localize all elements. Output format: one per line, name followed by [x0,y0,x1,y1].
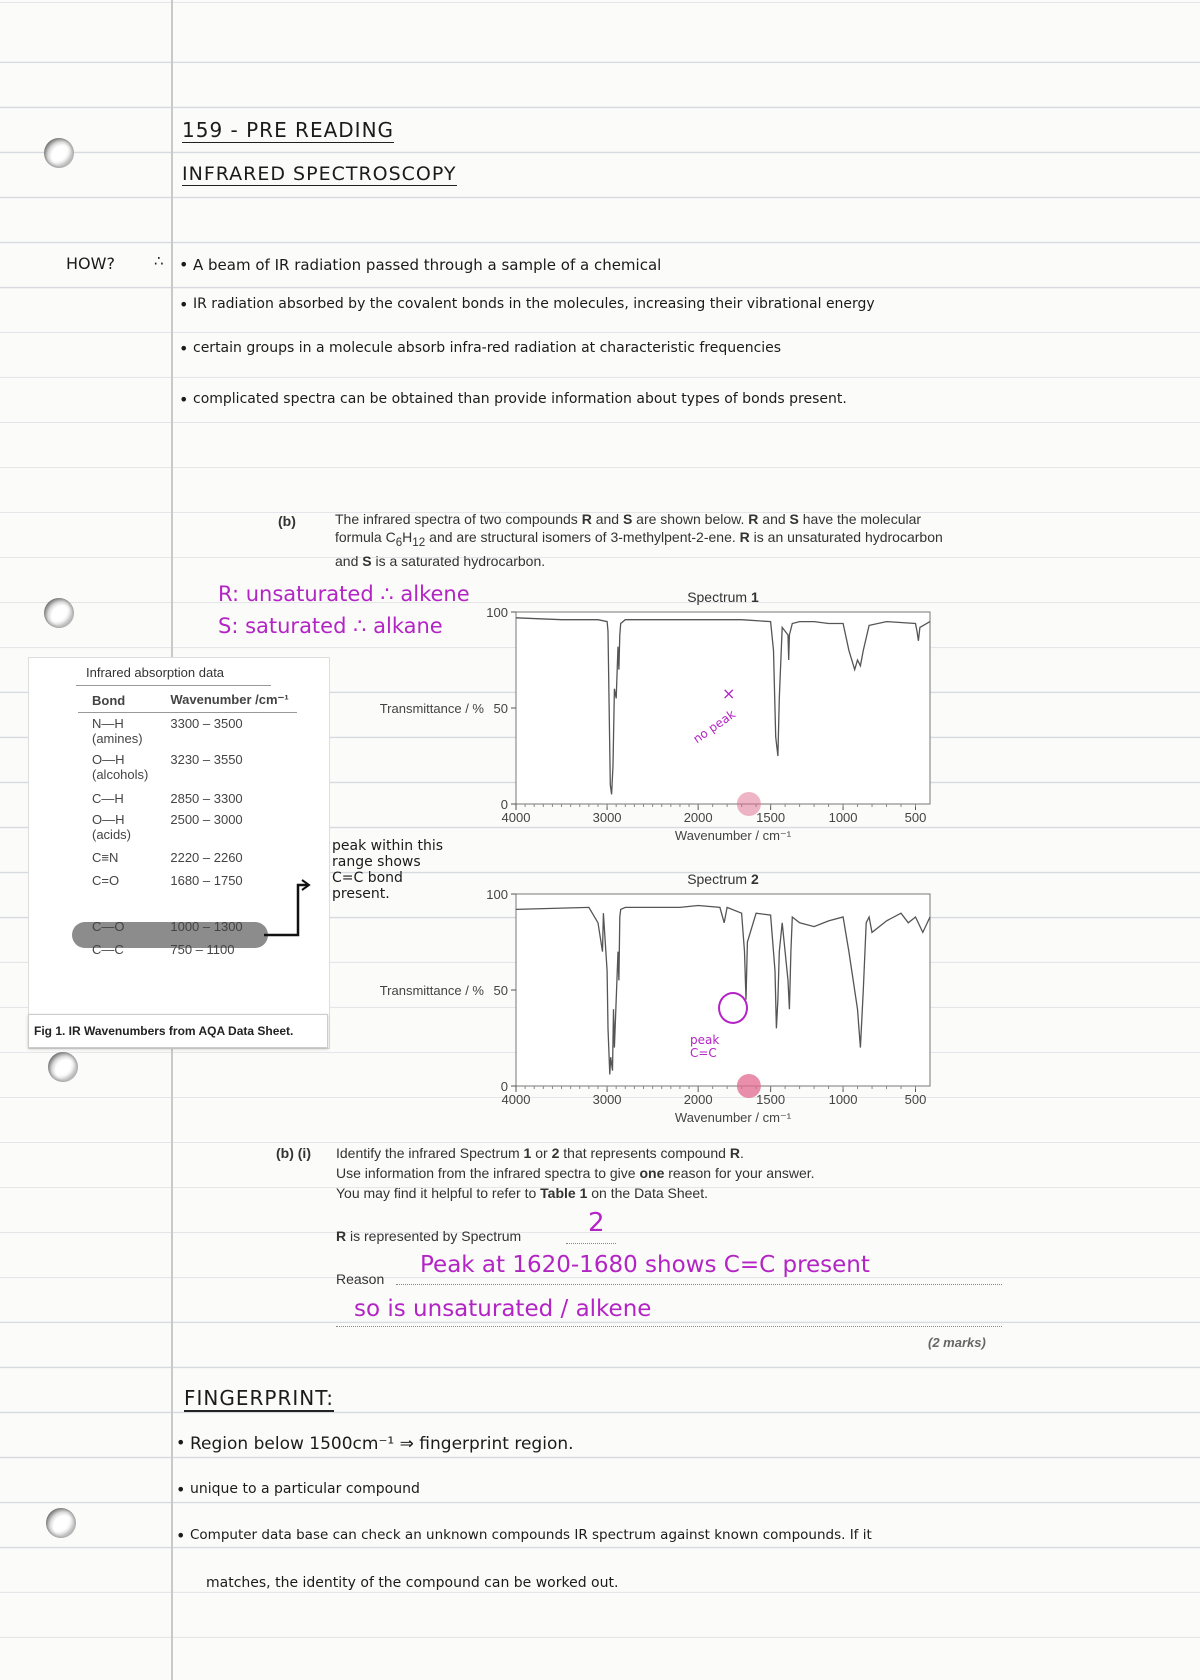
x-tick-label: 3000 [592,1092,622,1107]
fingerprint-continuation: matches, the identity of the compound can be worked out. [206,1575,619,1591]
table-row [78,713,297,750]
chart-title-prefix: Spectrum [687,871,752,887]
answer-line [566,1243,616,1244]
x-tick-label: 1500 [756,810,786,825]
range-cell: 3230 – 3550 [170,752,243,767]
question-b-label: (b) [278,513,296,529]
question-bi-label: (b) (i) [276,1145,311,1161]
range-cell: 2220 – 2260 [170,850,243,865]
y-tick-label: 0 [500,1079,508,1094]
column-header-bond: Bond [78,688,156,713]
spectrum-2-chart [340,862,940,1144]
highlight-arrow [262,870,312,940]
table-row [78,937,297,960]
range-cell: 750 – 1100 [170,942,235,957]
table-row [78,785,297,809]
bond-sub: (alcohols) [92,767,149,782]
x-tick-label: 1000 [828,1092,858,1107]
how-bullet: • complicated spectra can be obtained than provide information about types of bonds present. [193,391,847,407]
table-row [78,845,297,868]
chart-title-prefix: Spectrum [687,589,752,605]
peak-cc-note: peak C=C [690,1033,720,1060]
how-bullet: • A beam of IR radiation passed through a sample of a chemical [193,256,661,274]
x-mark: × [722,684,736,703]
fingerprint-bullet: • Region below 1500cm⁻¹ ⇒ fingerprint region. [190,1434,574,1454]
reason-label: Reason [336,1271,385,1287]
chart-title-number: 1 [751,589,759,605]
reason-answer-1: Peak at 1620-1680 shows C=C present [420,1252,870,1278]
s-note: S: saturated ∴ alkane [218,614,443,638]
reason-line-2 [336,1326,1002,1327]
bond-sub: (amines) [92,731,143,746]
fingerprint-bullet: • Computer data base can check an unknown compounds IR spectrum against known compounds. If it [190,1527,872,1543]
x-tick-label: 3000 [592,810,622,825]
therefore-dots: ∴ [154,252,164,270]
how-bullet: • certain groups in a molecule absorb infra-red radiation at characteristic frequencies [193,340,781,356]
punch-hole [44,138,74,168]
highlight-dot [737,1074,761,1098]
x-axis-label: Wavenumber / cm⁻¹ [674,1110,792,1125]
r-note: R: unsaturated ∴ alkene [218,582,470,606]
question-b-text: The infrared spectra of two compounds R and S are shown below. R and S have the molecular formula $C_6H_{12}$ and are structural isomers of 3-methylpent-2-ene. R is an unsaturated hydrocarbon and S is a saturated hydrocarbon. [335,511,943,569]
table-top-rule [76,685,271,686]
bond-cell: O—H [92,752,125,767]
punch-hole [46,1508,76,1538]
bond-cell: C—O [92,919,125,934]
y-tick-label: 50 [493,983,508,998]
spectrum-1-chart [340,580,940,860]
bond-cell: C=C [92,896,119,911]
y-axis-label: Transmittance / % [379,983,484,998]
lesson-title: 159 - PRE READING [182,118,395,142]
arrow-path [264,885,308,935]
highlight-dot [737,792,761,816]
x-axis-label: Wavenumber / cm⁻¹ [674,828,792,843]
bond-cell: C=O [92,873,120,888]
answer-spectrum: 2 [588,1208,605,1238]
chart-title-number: 2 [751,871,759,887]
question-bi-text: Identify the infrared Spectrum 1 or 2 that represents compound R. Use information from the infrared spectra to give one reason for your answer. You may find it helpful to refer to Table 1 on the Data Sheet. [336,1145,815,1201]
chart-title [687,589,759,605]
ir-table-caption: Infrared absorption data [86,665,225,680]
bond-sub: (acids) [92,827,132,842]
topic-title: INFRARED SPECTROSCOPY [182,163,457,185]
x-tick-label: 1000 [828,810,858,825]
bond-cell: N—H [92,716,124,731]
circle-annotation [718,992,748,1024]
column-header-wavenumber: Wavenumber /cm⁻¹ [156,688,296,713]
x-tick-label: 1500 [756,1092,786,1107]
bond-cell: C≡N [92,850,119,865]
y-tick-label: 50 [493,701,508,716]
chart-title [687,871,759,887]
x-tick-label: 4000 [501,810,531,825]
plot-frame [516,612,930,804]
how-bullet: • IR radiation absorbed by the covalent bonds in the molecules, increasing their vibrational energy [193,296,875,312]
bond-cell: O—H [92,812,125,827]
punch-hole [44,598,74,628]
x-tick-label: 4000 [501,1092,531,1107]
no-peak-note: no peak [690,707,738,747]
marks-label: (2 marks) [928,1335,986,1350]
range-cell: 1000 – 1300 [170,919,243,934]
range-cell: 2850 – 3300 [170,791,243,806]
range-cell: 1620 – 1680 [170,896,243,911]
y-tick-label: 100 [486,887,508,902]
y-axis-label: Transmittance / % [379,701,484,716]
fingerprint-title: FINGERPRINT: [184,1386,334,1410]
reason-line-1 [396,1284,1002,1285]
table-row [78,809,297,845]
y-tick-label: 0 [500,797,508,812]
r-represented-label: R is represented by Spectrum [336,1228,522,1244]
x-tick-label: 500 [904,810,927,825]
range-cell: 3300 – 3500 [170,716,243,731]
range-cell: 1680 – 1750 [170,873,243,888]
how-label: HOW? [66,254,115,273]
bond-cell: C—C [92,942,124,957]
table-row [78,749,297,785]
y-tick-label: 100 [486,605,508,620]
peak-range-note: peak within this range shows C=C bond present. [332,838,444,902]
bond-cell: C—H [92,791,124,806]
x-tick-label: 500 [904,1092,927,1107]
reason-answer-2: so is unsaturated / alkene [354,1296,652,1322]
x-tick-label: 2000 [683,1092,713,1107]
punch-hole [48,1052,78,1082]
x-tick-label: 2000 [683,810,713,825]
fig-caption: Fig 1. IR Wavenumbers from AQA Data Sheet. [34,1024,294,1038]
range-cell: 2500 – 3000 [170,812,243,827]
fingerprint-bullet: • unique to a particular compound [190,1481,420,1497]
